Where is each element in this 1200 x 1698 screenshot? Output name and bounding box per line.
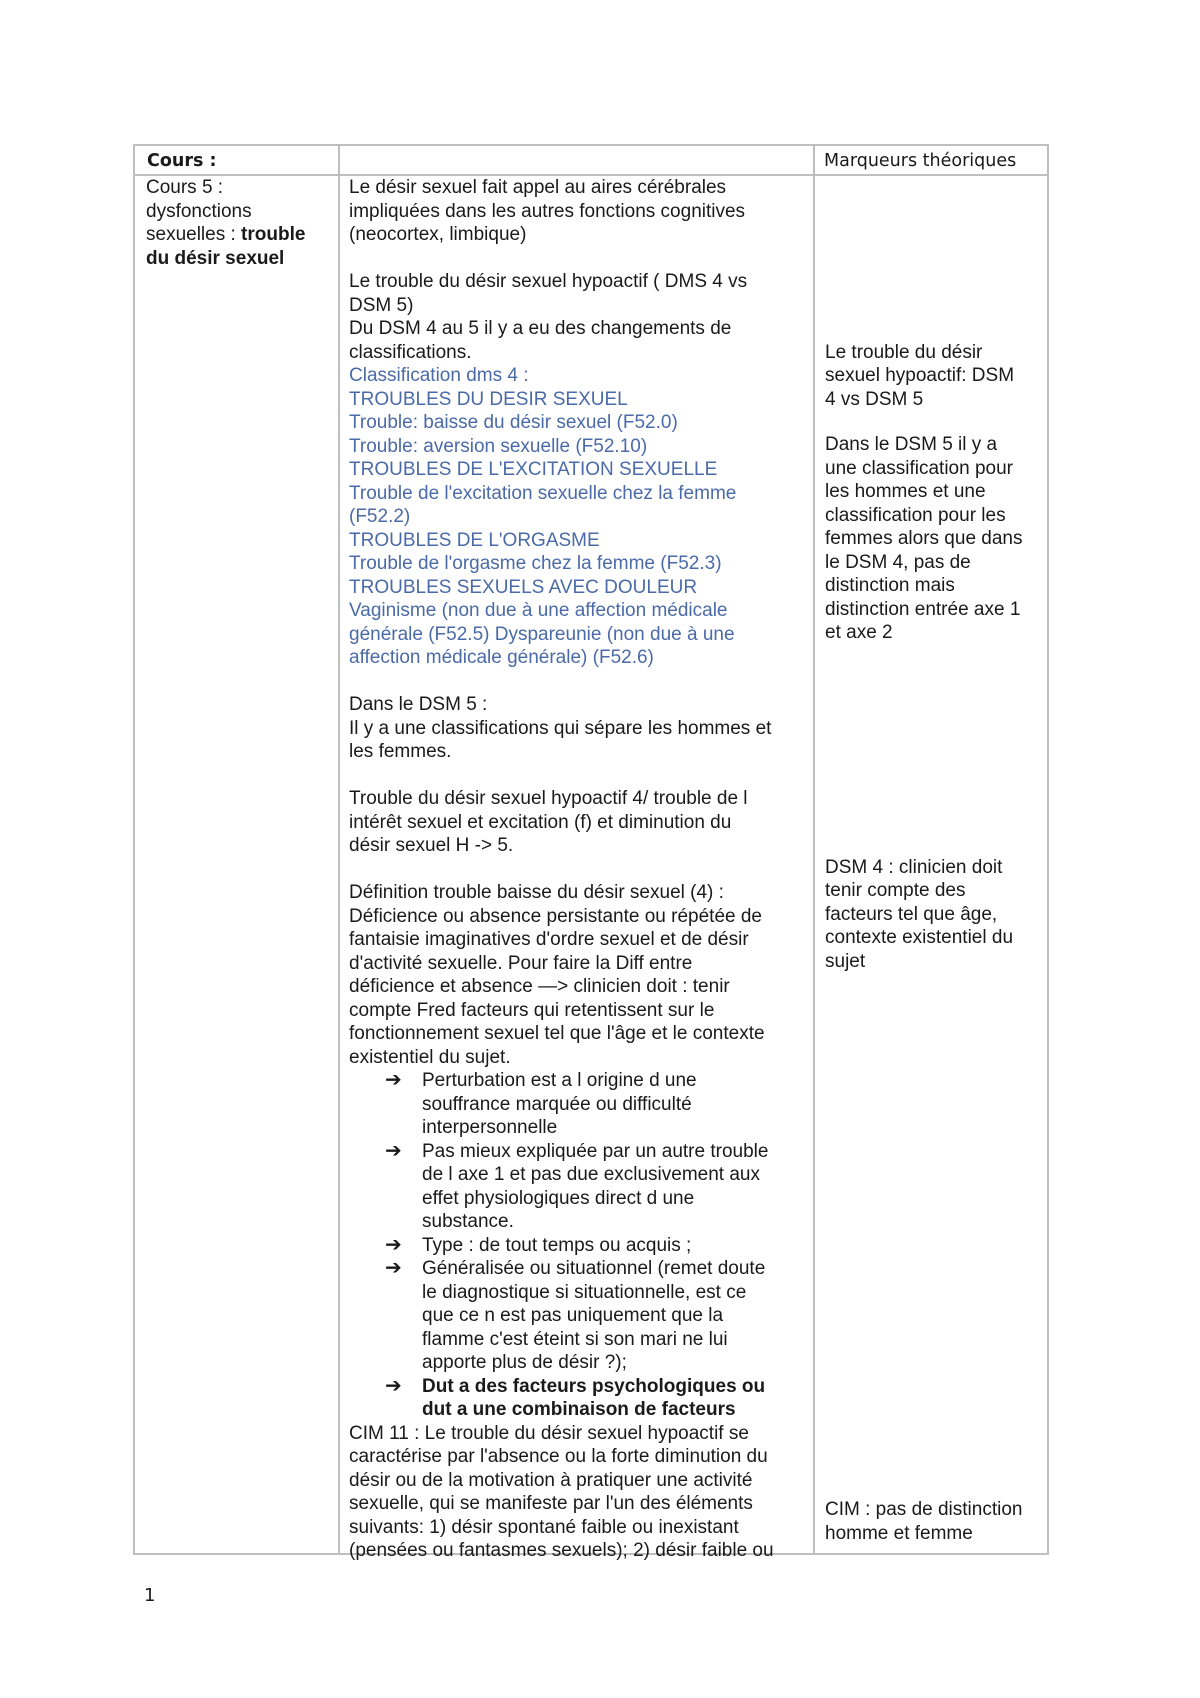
course-line (146, 223, 332, 247)
text-line: contexte existentiel du (825, 927, 1014, 948)
text-line-bold: Dut a des facteurs psychologiques ou (422, 1375, 766, 1397)
text-line: compte Fred facteurs qui retentissent sur le (349, 999, 715, 1021)
text-line: Dans le DSM 5 : (349, 694, 488, 715)
text-line: Il y a une classifications qui sépare les hommes et (349, 717, 772, 739)
text-line: sujet (825, 950, 866, 972)
arrow-icon: ➔ (385, 1069, 402, 1091)
text-line: générale (F52.5) Dyspareunie (non due à une (349, 623, 735, 645)
text-line: DSM 4 : clinicien doit (825, 856, 1003, 878)
text-line: Définition trouble baisse du désir sexuel (4) : (349, 882, 724, 903)
text-line: (neocortex, limbique) (349, 224, 527, 245)
text-line: substance. (422, 1211, 514, 1232)
text-line: Du DSM 4 au 5 il y a eu des changements de (349, 318, 732, 339)
text-line: caractérise par l'absence ou la forte diminution du (349, 1446, 768, 1467)
marker-note (825, 433, 1047, 645)
course-title-cell (146, 176, 332, 270)
text-line: (pensées ou fantasmes sexuels); 2) désir faible ou (349, 1540, 774, 1561)
text-line: effet physiologiques direct d une (422, 1187, 695, 1209)
paragraph-hypoactive (349, 787, 809, 858)
text-line: Vaginisme (non due à une affection médicale (349, 600, 728, 621)
text-line: TROUBLES DU DESIR SEXUEL (349, 388, 628, 410)
header-cours: Cours : (147, 151, 217, 171)
course-table (133, 144, 1049, 1561)
text-line: désir sexuel H -> 5. (349, 835, 514, 856)
text-line: tenir compte des (825, 880, 966, 901)
text-line: apporte plus de désir ?); (422, 1352, 627, 1373)
dsm4-classification-list (349, 364, 809, 670)
text-line: impliquées dans les autres fonctions cognitives (349, 200, 746, 222)
course-line: Cours 5 : (146, 177, 224, 198)
text-line: le diagnostique si situationnelle, est ce (422, 1281, 747, 1303)
course-topic-bold: trouble (241, 224, 306, 245)
text-line: désir ou de la motivation à pratiquer une activité (349, 1469, 753, 1491)
paragraph-definition (349, 881, 809, 1069)
text-line: Trouble de l'excitation sexuelle chez la femme (349, 482, 737, 504)
arrow-icon: ➔ (385, 1257, 402, 1279)
text-line: fonctionnement sexuel tel que l'âge et le contexte (349, 1023, 765, 1044)
text-line: Le désir sexuel fait appel au aires cérébrales (349, 177, 727, 198)
marker-note (825, 341, 1047, 412)
text-line: femmes alors que dans (825, 528, 1023, 549)
text-line: Type : de tout temps ou acquis ; (422, 1234, 692, 1256)
column-divider (338, 146, 340, 1553)
arrow-icon: ➔ (385, 1139, 402, 1162)
bullet-item-bold (349, 1375, 809, 1422)
arrow-icon: ➔ (385, 1233, 402, 1256)
text-line: Généralisée ou situationnel (remet doute (422, 1258, 766, 1279)
text-line: de l axe 1 et pas due exclusivement aux (422, 1164, 760, 1185)
text-line: d'activité sexuelle. Pour faire la Diff entre (349, 952, 693, 974)
text-line: les femmes. (349, 741, 452, 762)
text-line: DSM 5) (349, 294, 414, 316)
bullet-item (349, 1234, 809, 1258)
content-cell (349, 176, 809, 1563)
text-line: homme et femme (825, 1522, 973, 1544)
text-line: 4 vs DSM 5 (825, 388, 924, 410)
text-line: CIM : pas de distinction (825, 1499, 1023, 1520)
text-line: (F52.2) (349, 506, 411, 527)
column-divider (813, 146, 815, 1553)
text-line: distinction mais (825, 575, 955, 596)
arrow-icon: ➔ (385, 1374, 402, 1397)
course-topic-bold (146, 247, 332, 271)
marker-note (825, 856, 1047, 974)
course-line: dysfonctions (146, 200, 252, 222)
text-line: que ce n est pas uniquement que la (422, 1305, 724, 1326)
text-line: flamme c'est éteint si son mari ne lui (422, 1328, 728, 1350)
text-line: intérêt sexuel et excitation (f) et diminution du (349, 811, 732, 833)
text-line: le DSM 4, pas de (825, 551, 971, 573)
text-line: Pas mieux expliquée par un autre trouble (422, 1140, 769, 1162)
text-line-bold: dut a une combinaison de facteurs (422, 1399, 736, 1420)
text-line: TROUBLES DE L'ORGASME (349, 529, 600, 551)
text-line: existentiel du sujet. (349, 1046, 511, 1068)
text-line: distinction entrée axe 1 (825, 598, 1021, 620)
paragraph-cim11 (349, 1422, 809, 1563)
bullet-item (349, 1140, 809, 1234)
text-line: Trouble de l'orgasme chez la femme (F52.3) (349, 553, 722, 574)
text-line: classification pour les (825, 504, 1006, 526)
text-line: TROUBLES DE L'EXCITATION SEXUELLE (349, 459, 718, 480)
marker-note (825, 1498, 1047, 1545)
text-line: une classification pour (825, 457, 1013, 479)
text-line: et axe 2 (825, 622, 893, 643)
text-line: souffrance marquée ou difficulté (422, 1093, 692, 1115)
text-line: facteurs tel que âge, (825, 903, 998, 925)
text-line: Déficience ou absence persistante ou répétée de (349, 905, 762, 927)
text-line: affection médicale générale) (F52.6) (349, 647, 654, 668)
text-line: sexuelle, qui se manifeste par l'un des éléments (349, 1493, 753, 1514)
text-line: TROUBLES SEXUELS AVEC DOULEUR (349, 576, 698, 598)
paragraph-dsm5 (349, 693, 809, 764)
bullet-item (349, 1069, 809, 1140)
text-line: CIM 11 : Le trouble du désir sexuel hypoactif se (349, 1422, 749, 1444)
text-line: déficience et absence —> clinicien doit : tenir (349, 976, 730, 997)
page-number: 1 (144, 1585, 156, 1606)
header-marqueurs: Marqueurs théoriques (824, 151, 1017, 171)
text-line: Trouble: baisse du désir sexuel (F52.0) (349, 412, 678, 433)
text-line: Classification dms 4 : (349, 365, 529, 386)
text-line: suivants: 1) désir spontané faible ou inexistant (349, 1516, 739, 1538)
paragraph-intro (349, 176, 809, 247)
paragraph-dsm-change (349, 270, 809, 364)
text-line: Trouble du désir sexuel hypoactif 4/ trouble de l (349, 788, 748, 809)
text-line: sexuel hypoactif: DSM (825, 365, 1015, 386)
bullet-item (349, 1257, 809, 1375)
text-line: Perturbation est a l origine d une (422, 1070, 697, 1091)
text-line: fantaisie imaginatives d'ordre sexuel et de désir (349, 929, 749, 950)
text-line: les hommes et une (825, 481, 986, 502)
text-line: Trouble: aversion sexuelle (F52.10) (349, 435, 648, 457)
text-line: classifications. (349, 341, 472, 363)
text-line: Le trouble du désir sexuel hypoactif ( DMS 4 vs (349, 271, 748, 292)
text-line: interpersonnelle (422, 1117, 558, 1138)
text-line: Le trouble du désir (825, 341, 983, 363)
text-line: Dans le DSM 5 il y a (825, 434, 998, 455)
markers-cell (825, 176, 1047, 1545)
course-topic-bold-text: du désir sexuel (146, 247, 285, 269)
course-line-text: sexuelles : (146, 224, 242, 245)
